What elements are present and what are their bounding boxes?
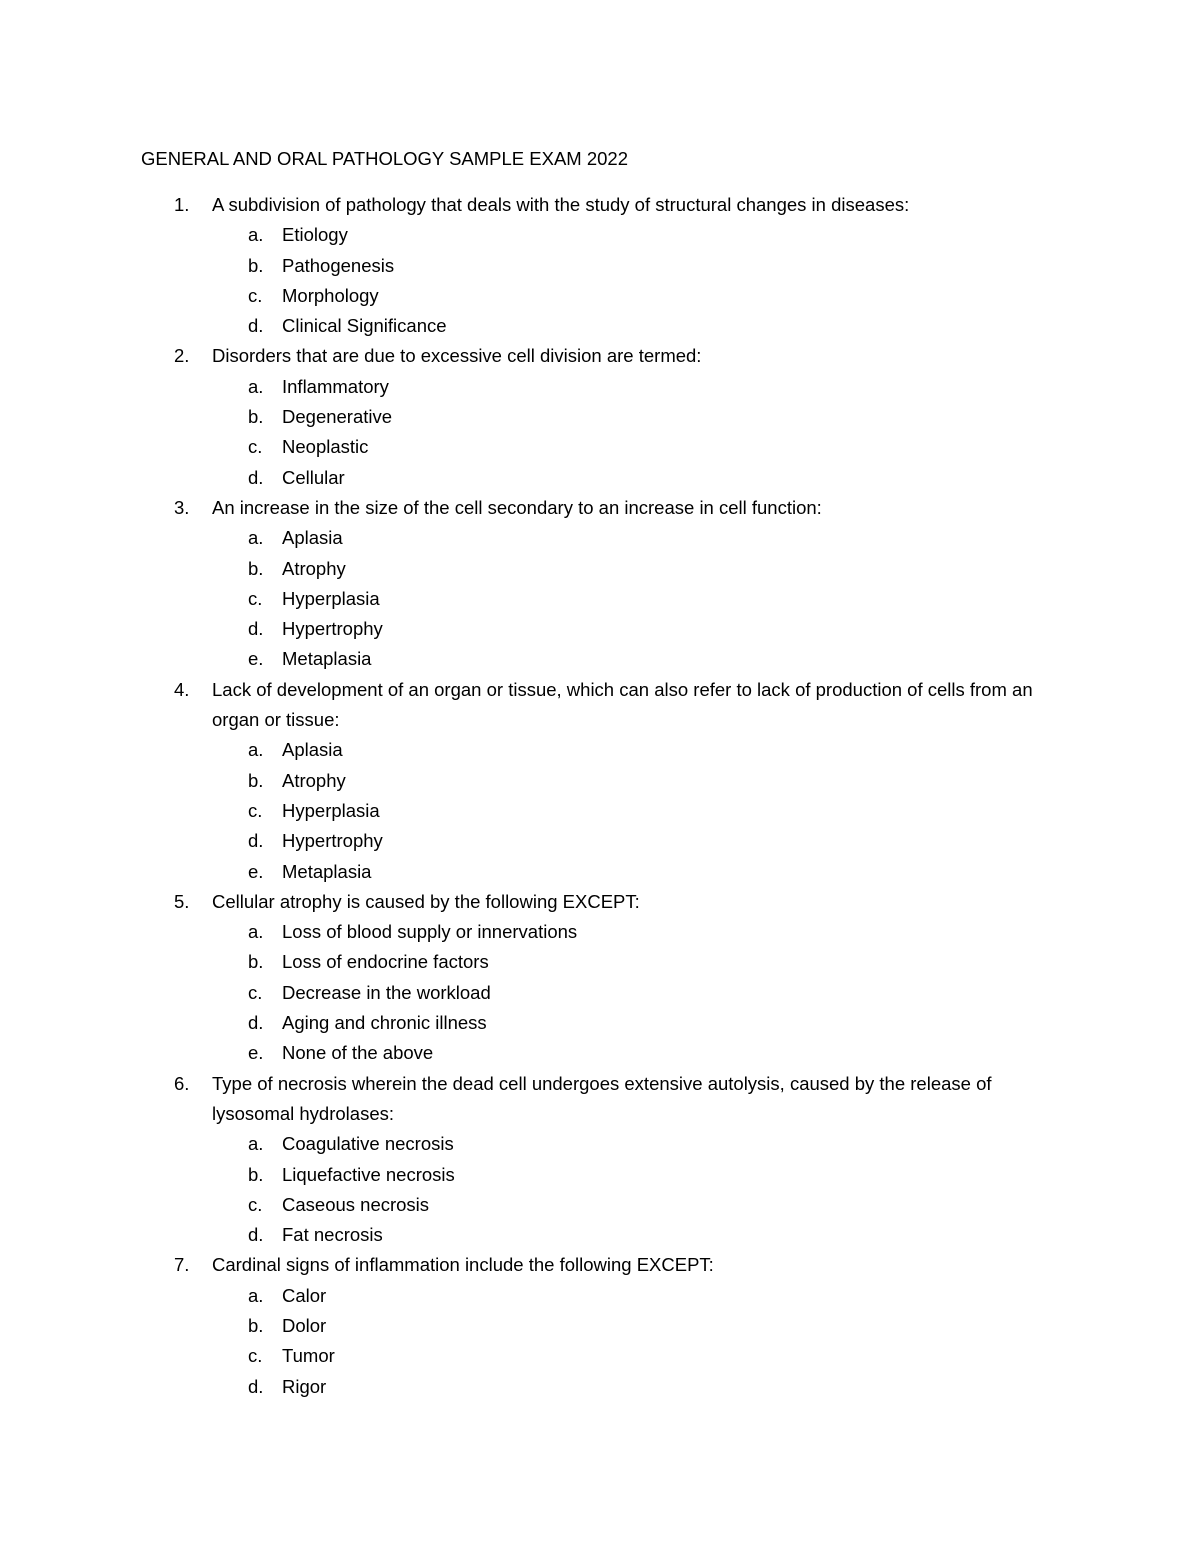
option-letter: d. bbox=[248, 466, 264, 488]
answer-option bbox=[141, 614, 1061, 644]
answer-option bbox=[141, 1372, 1061, 1402]
option-text: Coagulative necrosis bbox=[282, 1133, 454, 1155]
answer-option bbox=[141, 1190, 1061, 1220]
answer-option bbox=[141, 251, 1061, 281]
answer-option bbox=[141, 281, 1061, 311]
option-letter: e. bbox=[248, 1042, 264, 1064]
option-text: Hypertrophy bbox=[282, 618, 383, 640]
question-number: 7. bbox=[174, 1254, 190, 1276]
option-letter: b. bbox=[248, 406, 264, 428]
option-text: Hyperplasia bbox=[282, 587, 380, 609]
question-text: Disorders that are due to excessive cell division are termed: bbox=[212, 345, 702, 367]
option-letter: b. bbox=[248, 557, 264, 579]
option-text: Pathogenesis bbox=[282, 254, 395, 276]
answer-option bbox=[141, 917, 1061, 947]
question-7 bbox=[141, 1250, 1061, 1401]
option-list bbox=[141, 1281, 1061, 1402]
option-text: Clinical Significance bbox=[282, 315, 447, 337]
question-number: 5. bbox=[174, 890, 190, 912]
question-3 bbox=[141, 493, 1061, 675]
answer-option bbox=[141, 1281, 1061, 1311]
answer-option bbox=[141, 735, 1061, 765]
option-letter: a. bbox=[248, 527, 264, 549]
answer-option bbox=[141, 372, 1061, 402]
answer-option bbox=[141, 1341, 1061, 1371]
question-number: 2. bbox=[174, 345, 190, 367]
option-text: Neoplastic bbox=[282, 436, 369, 458]
question-4 bbox=[141, 675, 1061, 887]
option-list bbox=[141, 1129, 1061, 1250]
option-text: Calor bbox=[282, 1284, 327, 1306]
answer-option bbox=[141, 463, 1061, 493]
question-number: 1. bbox=[174, 194, 190, 215]
option-text: Etiology bbox=[282, 224, 348, 246]
question-text: A subdivision of pathology that deals with the study of structural changes in diseases: bbox=[212, 194, 910, 215]
answer-option bbox=[141, 554, 1061, 584]
option-text: Tumor bbox=[282, 1345, 335, 1367]
answer-option bbox=[141, 857, 1061, 887]
answer-option bbox=[141, 1160, 1061, 1190]
option-letter: b. bbox=[248, 1314, 264, 1336]
option-text: Inflammatory bbox=[282, 375, 389, 397]
option-text: Atrophy bbox=[282, 769, 346, 791]
answer-option bbox=[141, 978, 1061, 1008]
answer-option bbox=[141, 947, 1061, 977]
option-letter: a. bbox=[248, 739, 264, 761]
option-text: Liquefactive necrosis bbox=[282, 1163, 455, 1185]
option-letter: a. bbox=[248, 1133, 264, 1155]
option-letter: d. bbox=[248, 1224, 264, 1246]
option-text: Morphology bbox=[282, 284, 379, 306]
option-text: Atrophy bbox=[282, 557, 346, 579]
document-title: GENERAL AND ORAL PATHOLOGY SAMPLE EXAM 2022 bbox=[141, 148, 628, 169]
option-text: Dolor bbox=[282, 1314, 327, 1336]
option-text: Aplasia bbox=[282, 527, 343, 549]
option-letter: d. bbox=[248, 315, 264, 337]
option-text: Degenerative bbox=[282, 406, 393, 428]
option-letter: b. bbox=[248, 769, 264, 791]
question-number: 6. bbox=[174, 1072, 190, 1094]
option-text: Decrease in the workload bbox=[282, 981, 491, 1003]
option-letter: d. bbox=[248, 1012, 264, 1034]
answer-option bbox=[141, 644, 1061, 674]
question-6 bbox=[141, 1069, 1061, 1251]
option-letter: e. bbox=[248, 860, 264, 882]
option-letter: d. bbox=[248, 830, 264, 852]
option-letter: d. bbox=[248, 1375, 264, 1397]
answer-option bbox=[141, 220, 1061, 250]
option-text: Loss of blood supply or innervations bbox=[282, 921, 578, 943]
answer-option bbox=[141, 766, 1061, 796]
answer-option bbox=[141, 523, 1061, 553]
option-letter: a. bbox=[248, 224, 264, 246]
answer-option bbox=[141, 1220, 1061, 1250]
answer-option bbox=[141, 826, 1061, 856]
option-letter: c. bbox=[248, 1345, 263, 1367]
option-text: Rigor bbox=[282, 1375, 327, 1397]
question-text: Lack of development of an organ or tissue, which can also refer to lack of production of cells from an organ or tissue: bbox=[212, 678, 1033, 731]
option-letter: a. bbox=[248, 1284, 264, 1306]
question-2 bbox=[141, 341, 1061, 492]
option-text: Fat necrosis bbox=[282, 1224, 383, 1246]
option-letter: c. bbox=[248, 436, 263, 458]
option-letter: e. bbox=[248, 648, 264, 670]
option-text: Hyperplasia bbox=[282, 799, 380, 821]
option-text: None of the above bbox=[282, 1042, 434, 1064]
option-list bbox=[141, 523, 1061, 674]
option-list bbox=[141, 735, 1061, 886]
option-letter: c. bbox=[248, 587, 263, 609]
option-letter: a. bbox=[248, 921, 264, 943]
question-text: Cellular atrophy is caused by the following EXCEPT: bbox=[212, 890, 640, 912]
option-text: Hypertrophy bbox=[282, 830, 383, 852]
option-letter: c. bbox=[248, 284, 263, 306]
option-letter: c. bbox=[248, 981, 263, 1003]
question-5 bbox=[141, 887, 1061, 1069]
answer-option bbox=[141, 1311, 1061, 1341]
question-text: Type of necrosis wherein the dead cell undergoes extensive autolysis, caused by the release of lysosomal hydrolases: bbox=[212, 1072, 992, 1124]
option-text: Cellular bbox=[282, 466, 345, 488]
option-text: Caseous necrosis bbox=[282, 1193, 430, 1215]
option-text: Aging and chronic illness bbox=[282, 1012, 487, 1034]
question-text: An increase in the size of the cell secondary to an increase in cell function: bbox=[212, 496, 822, 518]
option-list bbox=[141, 220, 1061, 341]
option-text: Metaplasia bbox=[282, 648, 372, 670]
option-letter: d. bbox=[248, 618, 264, 640]
option-letter: b. bbox=[248, 254, 264, 276]
answer-option bbox=[141, 311, 1061, 341]
answer-option bbox=[141, 1038, 1061, 1068]
option-letter: b. bbox=[248, 1163, 264, 1185]
answer-option bbox=[141, 796, 1061, 826]
answer-option bbox=[141, 1008, 1061, 1038]
question-text: Cardinal signs of inflammation include the following EXCEPT: bbox=[212, 1254, 714, 1276]
option-list bbox=[141, 917, 1061, 1068]
option-letter: c. bbox=[248, 799, 263, 821]
option-list bbox=[141, 372, 1061, 493]
option-letter: b. bbox=[248, 951, 264, 973]
answer-option bbox=[141, 432, 1061, 462]
question-number: 3. bbox=[174, 496, 190, 518]
option-letter: a. bbox=[248, 375, 264, 397]
question-list bbox=[141, 190, 1061, 1402]
option-text: Aplasia bbox=[282, 739, 343, 761]
option-text: Loss of endocrine factors bbox=[282, 951, 489, 973]
answer-option bbox=[141, 402, 1061, 432]
question-number: 4. bbox=[174, 678, 190, 700]
answer-option bbox=[141, 584, 1061, 614]
option-letter: c. bbox=[248, 1193, 263, 1215]
answer-option bbox=[141, 1129, 1061, 1159]
question-1 bbox=[141, 190, 1061, 341]
option-text: Metaplasia bbox=[282, 860, 372, 882]
